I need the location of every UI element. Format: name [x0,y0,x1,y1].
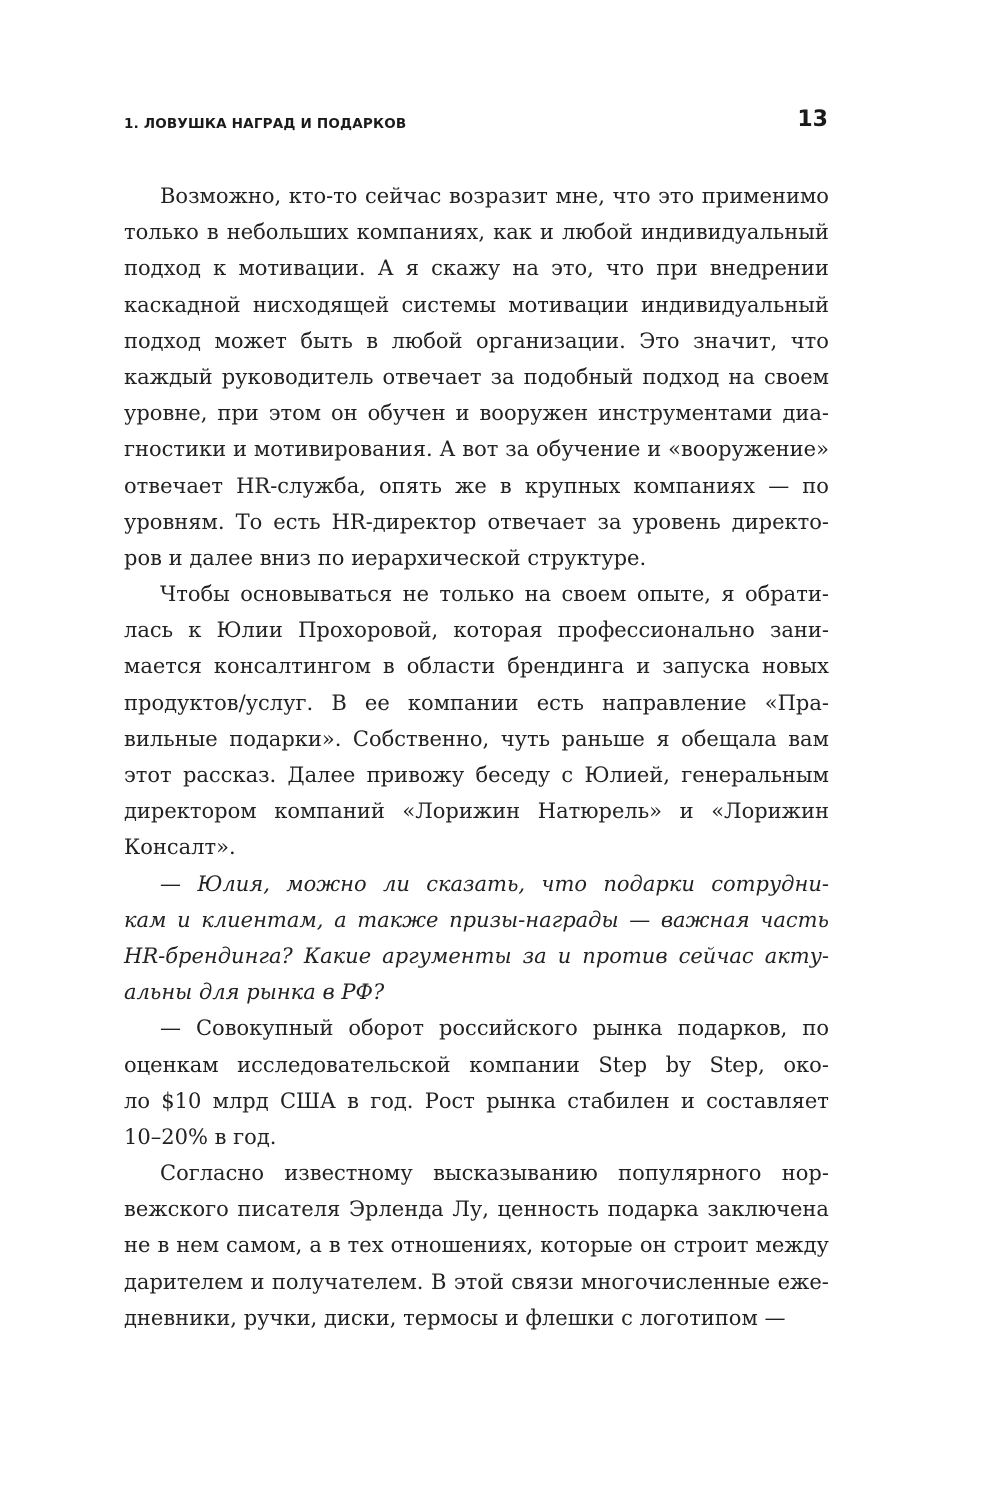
paragraph-line: 10–20% в год. [124,1124,277,1149]
paragraph-line: ло $10 млрд США в год. Рост рынка стабилен и составляет [124,1088,829,1113]
paragraph-line: кам и клиентам, а также призы-награды — важная часть [124,907,829,932]
paragraph-line: уровне, при этом он обучен и вооружен инструментами диа- [124,401,829,426]
paragraph-line: дарителем и получателем. В этой связи многочисленные еже- [124,1269,829,1294]
paragraph-line: каскадной нисходящей системы мотивации индивидуальный [124,292,829,317]
paragraph-line: Чтобы основываться не только на своем опыте, я обрати- [160,582,829,607]
paragraph-line: альны для рынка в РФ? [124,980,385,1005]
paragraph-line: продуктов/услуг. В ее компании есть направление «Пра- [124,690,829,715]
paragraph-line: Возможно, кто-то сейчас возразит мне, что это применимо [160,184,829,208]
paragraph-line: подход к мотивации. А я скажу на это, что при внедрении [124,256,829,281]
paragraph-line: дневники, ручки, диски, термосы и флешки с логотипом — [124,1305,786,1330]
paragraph-line: вильные подарки». Собственно, чуть раньше я обещала вам [124,726,829,751]
paragraph-line: каждый руководитель отвечает за подобный подход на своем [124,364,829,389]
paragraph-line: HR-брендинга? Какие аргументы за и против сейчас акту- [124,943,829,968]
paragraph-line: вежского писателя Эрленда Лу, ценность подарка заключена [124,1197,829,1222]
paragraph-line: ров и далее вниз по иерархической структуре. [124,545,647,570]
paragraph-line: мается консалтингом в области брендинга и запуска новых [124,654,829,679]
paragraph-line: Согласно известному высказыванию популярного нор- [160,1161,829,1186]
paragraph-line: лась к Юлии Прохоровой, которая профессионально зани- [124,618,829,643]
paragraph-line: директором компаний «Лорижин Натюрель» и «Лорижин [124,799,829,824]
paragraph-line: оценкам исследовательской компании Step by Step, око- [124,1052,829,1077]
paragraph-line: только в небольших компаниях, как и любой индивидуальный [124,220,829,245]
paragraph-line: — Юлия, можно ли сказать, что подарки сотрудни- [160,871,829,896]
paragraph-line: этот рассказ. Далее привожу беседу с Юлией, генеральным [124,763,829,787]
paragraph-line: Консалт». [124,835,236,860]
paragraph-line: отвечает HR-служба, опять же в крупных компаниях — по [124,473,829,498]
paragraph-line: уровням. То есть HR-директор отвечает за уровень директо- [124,509,829,534]
paragraph-line: не в нем самом, а в тех отношениях, которые он строит между [124,1233,829,1258]
running-head-title: 1. ЛОВУШКА НАГРАД И ПОДАРКОВ [124,116,407,132]
body-text [124,178,829,1336]
paragraph-line: подход может быть в любой организации. Это значит, что [124,328,829,353]
page-number: 13 [797,107,828,132]
paragraph-line: — Совокупный оборот российского рынка подарков, по [160,1016,829,1041]
paragraph-line: гностики и мотивирования. А вот за обучение и «вооружение» [124,437,829,462]
